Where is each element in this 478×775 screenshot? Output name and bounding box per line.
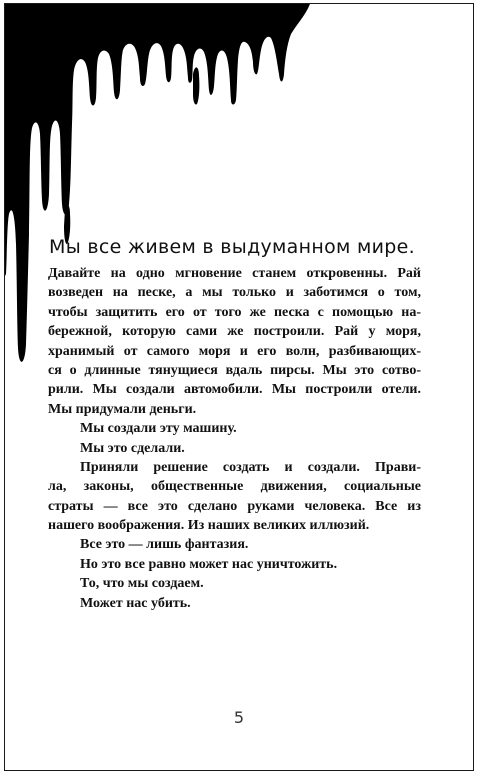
page-number: 5 — [233, 708, 245, 727]
text-line: Мы придумали деньги. — [48, 401, 197, 417]
text-line: ла, законы, общественные движения, социальные — [48, 479, 421, 495]
text-line: Давайте на одно мгновение станем откровенны. Рай — [48, 266, 421, 281]
text-line: рили. Мы создали автомобили. Мы построили отели. — [48, 382, 421, 398]
text-line: Приняли решение создать и создали. Прави- — [80, 459, 421, 475]
text-line: бережной, которую сами же построили. Рай у моря, — [48, 324, 421, 340]
text-line: Мы это сделали. — [80, 440, 185, 456]
book-page — [4, 3, 474, 771]
text-line: страты — все это сделано руками человека. Все из — [48, 498, 421, 514]
text-line: чтобы защитить его от того же песка с помощью на- — [48, 304, 421, 320]
text-line: ся о длинные тянущиеся вдаль пирсы. Мы это сотво- — [48, 362, 421, 378]
text-line: нашего воображения. Из наших великих иллюзий. — [48, 518, 370, 534]
text-line: хранимый от самого моря и его волн, разбивающих- — [48, 343, 421, 359]
text-line: Но это все равно может нас уничтожить. — [80, 556, 338, 572]
body-text — [48, 264, 421, 613]
text-line: То, что мы создаем. — [80, 576, 204, 592]
text-line: Может нас убить. — [80, 595, 191, 611]
text-line: Все это — лишь фантазия. — [80, 537, 249, 553]
chapter-heading: Мы все живем в выдуманном мире. — [49, 236, 415, 258]
text-line: Мы создали эту машину. — [80, 421, 237, 437]
text-line: возведен на песке, а мы только и заботимся о том, — [48, 285, 421, 301]
